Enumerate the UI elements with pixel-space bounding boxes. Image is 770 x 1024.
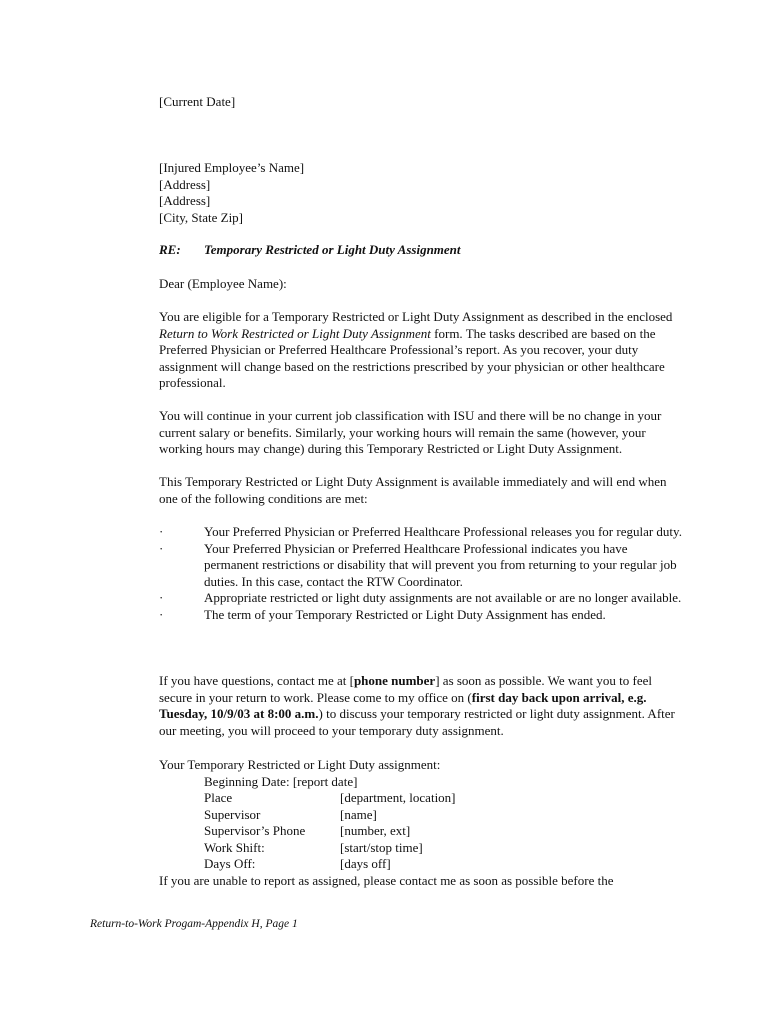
- page-footer: Return-to-Work Progam-Appendix H, Page 1: [90, 918, 298, 930]
- paragraph-availability: This Temporary Restricted or Light Duty Assignment is available immediately and will end when one of the following conditions are met:: [159, 474, 667, 506]
- re-label: RE:: [159, 242, 181, 257]
- current-date: [Current Date]: [159, 94, 236, 109]
- bullet-icon: ·: [159, 540, 164, 556]
- list-item: · The term of your Temporary Restricted or Light Duty Assignment has ended.: [159, 606, 606, 622]
- first-day-placeholder: first day back upon arrival, e.g. Tuesday, 10/9/03 at 8:00 a.m.: [159, 689, 647, 721]
- form-name: Return to Work Restricted or Light Duty Assignment: [159, 325, 431, 341]
- assignment-heading: Your Temporary Restricted or Light Duty assignment:: [159, 757, 441, 772]
- assignment-row: Place [department, location]: [204, 790, 456, 805]
- list-item: · Your Preferred Physician or Preferred Healthcare Professional indicates you have permanent restrictions or disability that will prevent you from returning to your regular job duties. In this case, contact the RTW Coordinator.: [159, 540, 677, 589]
- assignment-row: Work Shift: [start/stop time]: [204, 839, 423, 855]
- recipient-name: [Injured Employee’s Name]: [159, 160, 305, 175]
- paragraph-questions: If you have questions, contact me at [phone number] as soon as possible. We want you to feel secure in your return to work. Please come to my office on (first day back upon arrival, e.g. Tuesday, 10/9/03 at 8:00 a.m.) to discuss your temporary restricted or light duty assignment. After our meeting, you will proceed to your temporary duty assignment.: [159, 673, 675, 738]
- assignment-beginning-date: Beginning Date: [report date]: [204, 773, 358, 789]
- salutation: Dear (Employee Name):: [159, 276, 287, 291]
- closing-line: If you are unable to report as assigned, please contact me as soon as possible before the: [159, 872, 614, 888]
- recipient-address-1: [Address]: [159, 176, 211, 192]
- list-item: · Appropriate restricted or light duty assignments are not available or are no longer available.: [159, 590, 682, 605]
- phone-number-placeholder: phone number: [353, 673, 436, 688]
- bullet-icon: ·: [159, 590, 164, 605]
- assignment-details: [159, 757, 684, 889]
- recipient-address-block: [159, 160, 684, 226]
- bullet-icon: ·: [159, 606, 164, 622]
- re-subject: Temporary Restricted or Light Duty Assignment: [204, 242, 461, 257]
- assignment-row: Supervisor’s Phone [number, ext]: [204, 823, 411, 838]
- paragraph-classification: You will continue in your current job classification with ISU and there will be no change in your current salary or benefits. Similarly, your working hours will remain the same (however, your working hours may change) during this Temporary Restricted or Light Duty Assignment.: [159, 408, 662, 456]
- assignment-row: Days Off: [days off]: [204, 856, 391, 871]
- paragraph-eligibility: You are eligible for a Temporary Restricted or Light Duty Assignment as described in the enclosed Return to Work Restricted or Light Duty Assignment form. The tasks described are based on the Preferred Physician or Preferred Healthcare Professional’s report. As you recover, your duty assignment will change based on the restrictions prescribed by your physician or other healthcare professional.: [159, 309, 673, 390]
- assignment-row: Supervisor [name]: [204, 806, 377, 822]
- conditions-list: [159, 524, 684, 623]
- re-line: [159, 242, 684, 259]
- list-item: · Your Preferred Physician or Preferred Healthcare Professional releases you for regular duty.: [159, 524, 682, 539]
- recipient-city-state-zip: [City, State Zip]: [159, 209, 244, 225]
- recipient-address-2: [Address]: [159, 193, 211, 208]
- bullet-icon: ·: [159, 524, 164, 539]
